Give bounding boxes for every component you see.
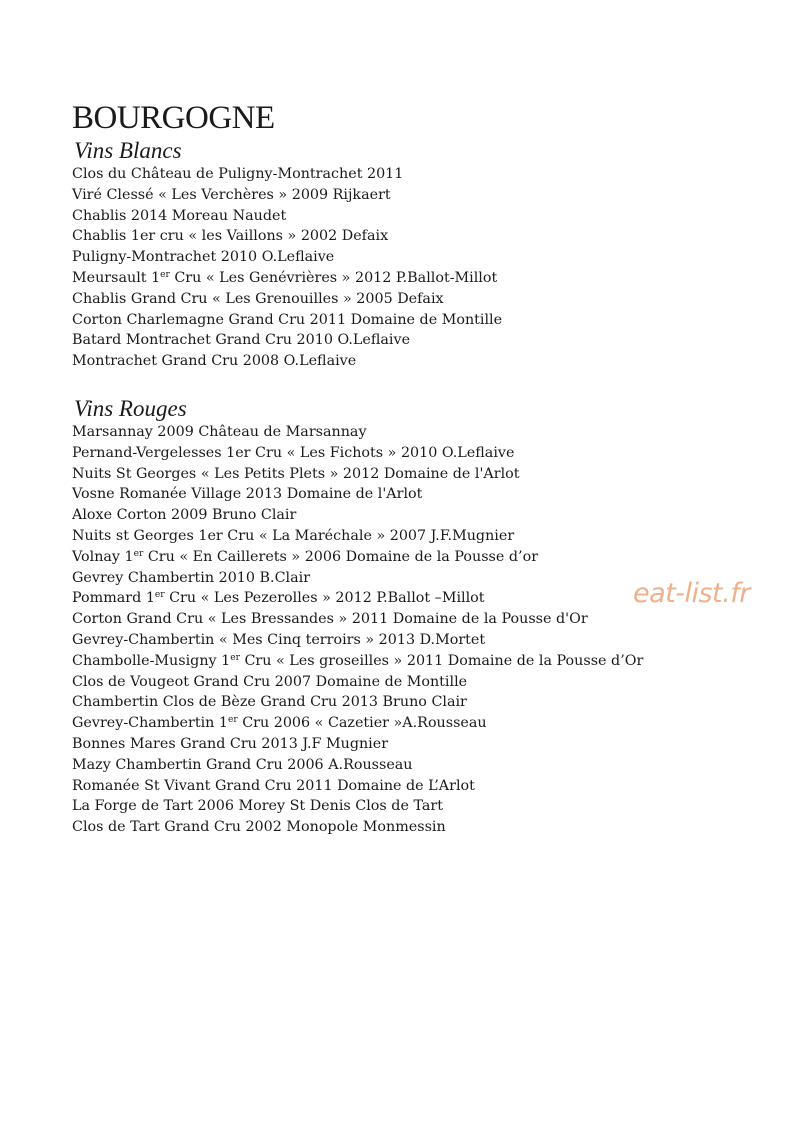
ordinal-superscript: er [154, 590, 165, 601]
wine-item-text: Chablis 2014 Moreau Naudet [72, 207, 287, 224]
wine-item [72, 609, 772, 630]
wine-item-text: La Forge de Tart 2006 Morey St Denis Clos de Tart [72, 798, 443, 815]
wine-item-text: Pommard 1 [72, 590, 155, 607]
wine-item [72, 734, 772, 755]
wine-item [72, 817, 772, 838]
wine-item-text: Montrachet Grand Cru 2008 O.Leflaive [72, 353, 357, 370]
wine-item [72, 330, 772, 351]
wine-item-text: Meursault 1 [72, 269, 161, 286]
wine-item-text: Batard Montrachet Grand Cru 2010 O.Leflaive [72, 332, 411, 349]
wine-list-vins-rouges [72, 422, 772, 838]
wine-item [72, 484, 772, 505]
wine-item [72, 422, 772, 443]
wine-item-text: Gevrey Chambertin 2010 B.Clair [72, 569, 311, 586]
wine-item [72, 692, 772, 713]
wine-item-text: Pernand-Vergelesses 1er Cru « Les Fichots » 2010 O.Leflaive [72, 444, 515, 461]
wine-item [72, 796, 772, 817]
ordinal-superscript: er [133, 548, 144, 559]
wine-item-text: Chambertin Clos de Bèze Grand Cru 2013 Bruno Clair [72, 694, 467, 711]
wine-item-text: Nuits St Georges « Les Petits Plets » 2012 Domaine de l'Arlot [72, 465, 520, 482]
wine-item [72, 164, 772, 185]
wine-item-text: Gevrey-Chambertin « Mes Cinq terroirs » 2013 D.Mortet [72, 631, 486, 648]
wine-item [72, 630, 772, 651]
wine-item-text-rest: Cru « Les Genévrières » 2012 P.Ballot-Millot [169, 269, 498, 286]
ordinal-superscript: er [228, 715, 238, 726]
wine-item-text: Chablis Grand Cru « Les Grenouilles » 2005 Defaix [72, 290, 444, 307]
wine-item [72, 226, 772, 247]
wine-item [72, 310, 772, 331]
wine-item [72, 672, 772, 693]
section-heading-vins-rouges: Vins Rouges [74, 395, 187, 421]
wine-item-text: Viré Clessé « Les Verchères » 2009 Rijkaert [72, 186, 391, 203]
wine-item [72, 547, 772, 568]
page-title: BOURGOGNE [72, 100, 275, 136]
wine-item-text: Clos de Tart Grand Cru 2002 Monopole Monmessin [72, 819, 446, 836]
wine-item [72, 651, 772, 672]
wine-item [72, 755, 772, 776]
section-spacer [72, 372, 772, 396]
wine-item [72, 289, 772, 310]
wine-item-text: Clos de Vougeot Grand Cru 2007 Domaine de Montille [72, 673, 468, 690]
wine-item-text: Romanée St Vivant Grand Cru 2011 Domaine de L’Arlot [72, 777, 475, 794]
wine-item-text-rest: Cru 2006 « Cazetier »A.Rousseau [237, 715, 487, 732]
wine-item [72, 443, 772, 464]
wine-item [72, 351, 772, 372]
wine-item-text: Bonnes Mares Grand Cru 2013 J.F Mugnier [72, 735, 389, 752]
wine-item [72, 713, 772, 734]
wine-item [72, 505, 772, 526]
wine-item [72, 206, 772, 227]
wine-item [72, 185, 772, 206]
wine-item [72, 776, 772, 797]
wine-item-text: Aloxe Corton 2009 Bruno Clair [72, 507, 297, 524]
wine-item-text: Chablis 1er cru « les Vaillons » 2002 Defaix [72, 228, 389, 245]
wine-item-text-rest: Cru « Les Pezerolles » 2012 P.Ballot –Millot [164, 590, 485, 607]
wine-item-text: Clos du Château de Puligny-Montrachet 2011 [72, 166, 404, 182]
wine-item-text: Puligny-Montrachet 2010 O.Leflaive [72, 249, 335, 266]
wine-item [72, 464, 772, 485]
wine-item-text: Corton Charlemagne Grand Cru 2011 Domaine de Montille [72, 311, 503, 328]
wine-item-text: Gevrey-Chambertin 1 [72, 715, 229, 732]
wine-list-vins-blancs [72, 164, 772, 372]
wine-item-text: Vosne Romanée Village 2013 Domaine de l'Arlot [72, 486, 423, 503]
watermark: eat-list.fr [633, 578, 750, 609]
wine-item-text-rest: Cru « En Caillerets » 2006 Domaine de la Pousse d’or [143, 548, 539, 565]
wine-item [72, 247, 772, 268]
ordinal-superscript: er [160, 269, 170, 280]
wine-item [72, 526, 772, 547]
wine-item-text: Marsannay 2009 Château de Marsannay [72, 423, 367, 440]
wine-item-text: Nuits st Georges 1er Cru « La Maréchale » 2007 J.F.Mugnier [72, 527, 515, 544]
wine-item-text: Volnay 1 [72, 548, 134, 565]
wine-item [72, 268, 772, 289]
wine-item-text: Corton Grand Cru « Les Bressandes » 2011 Domaine de la Pousse d'Or [72, 611, 588, 628]
wine-list-page [72, 98, 772, 838]
section-heading-vins-blancs: Vins Blancs [74, 138, 182, 163]
wine-item-text: Mazy Chambertin Grand Cru 2006 A.Rousseau [72, 756, 413, 773]
wine-item-text-rest: Cru « Les groseilles » 2011 Domaine de la Pousse d’Or [239, 652, 644, 669]
ordinal-superscript: er [230, 652, 240, 663]
wine-item-text: Chambolle-Musigny 1 [72, 652, 231, 669]
